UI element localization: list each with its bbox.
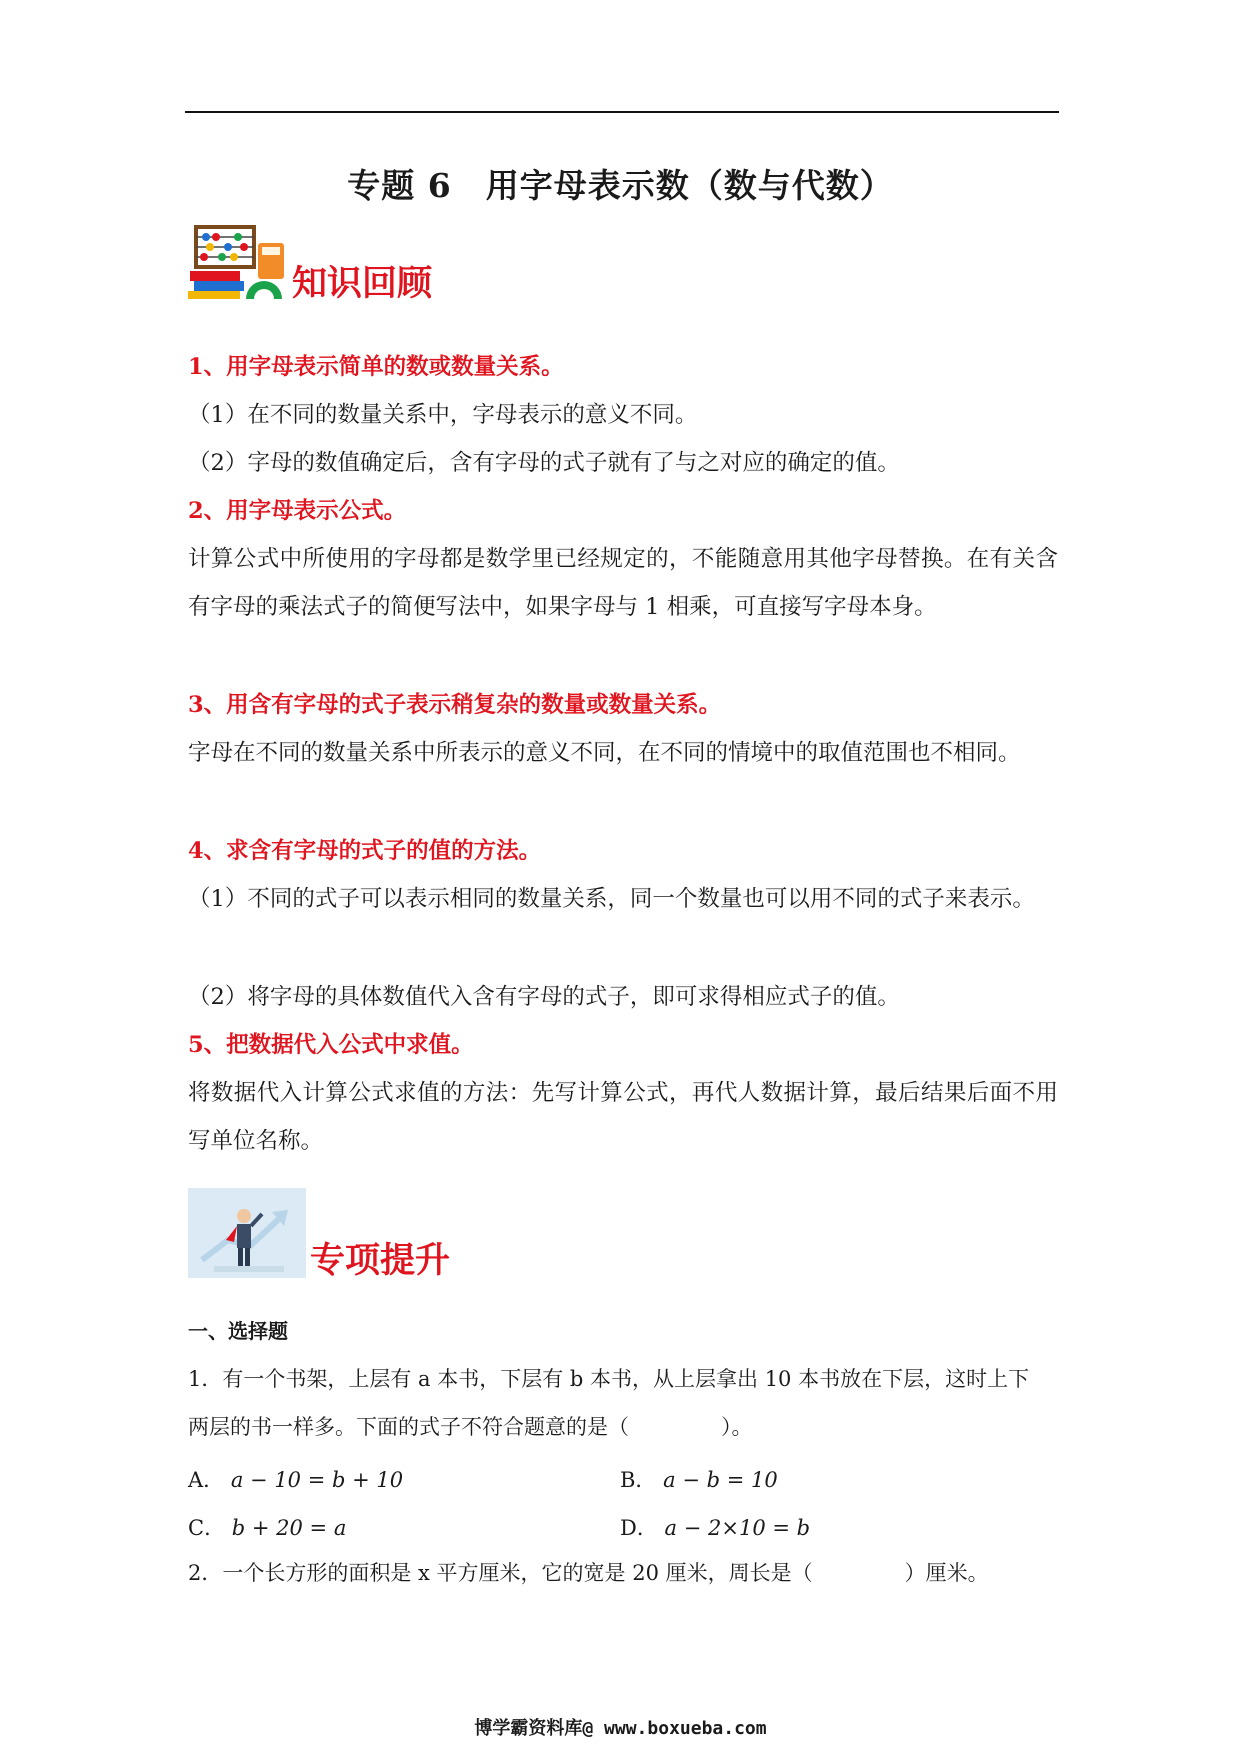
knowledge-item-4-line-1: （1）不同的式子可以表示相同的数量关系，同一个数量也可以用不同的式子来表示。: [188, 886, 1035, 912]
top-rule: [185, 111, 1059, 113]
option-a-letter: A．: [188, 1468, 225, 1492]
knowledge-item-2-head: 2、用字母表示公式。: [188, 498, 407, 524]
option-d-letter: D．: [620, 1516, 658, 1540]
question-1-line-2: [188, 1403, 1058, 1451]
option-c-expr: b + 20 = a: [231, 1516, 347, 1540]
option-b-letter: B．: [620, 1468, 657, 1492]
option-d: [620, 1512, 810, 1542]
option-a: [188, 1464, 403, 1494]
practice-heading-label: 专项提升: [310, 1240, 451, 1281]
section-choice-title: 一、选择题: [188, 1319, 288, 1343]
knowledge-item-5-head: 5、把数据代入公式中求值。: [188, 1032, 474, 1058]
option-b: [620, 1464, 778, 1494]
knowledge-item-1-head: 1、用字母表示简单的数或数量关系。: [188, 354, 564, 380]
knowledge-heading: [188, 213, 433, 304]
knowledge-item-4-line-2: （2）将字母的具体数值代入含有字母的式子，即可求得相应式子的值。: [188, 984, 900, 1010]
practice-heading: [188, 1188, 451, 1281]
question-1-line-1: 1．有一个书架，上层有 a 本书，下层有 b 本书，从上层拿出 10 本书放在下层，这时上下: [188, 1367, 1030, 1391]
question-2-close: ）厘米。: [904, 1561, 989, 1585]
option-c-letter: C．: [188, 1516, 226, 1540]
option-d-expr: a − 2×10 = b: [664, 1516, 811, 1540]
abacus-books-icon: [188, 213, 288, 301]
knowledge-item-5-line-1: 将数据代入计算公式求值的方法：先写计算公式，再代人数据计算，最后结果后面不用写单位名称。: [188, 1080, 1058, 1154]
knowledge-item-3-line-1: 字母在不同的数量关系中所表示的意义不同，在不同的情境中的取值范围也不相同。: [188, 740, 1021, 766]
question-2: [188, 1549, 1058, 1597]
option-b-expr: a − b = 10: [663, 1468, 778, 1492]
knowledge-item-2-line-1: 计算公式中所使用的字母都是数学里已经规定的，不能随意用其他字母替换。在有关含有字母的乘法式子的简便写法中，如果字母与 1 相乘，可直接写字母本身。: [188, 546, 1058, 620]
question-2-text: 2．一个长方形的面积是 x 平方厘米，它的宽是 20 厘米，周长是（: [188, 1561, 813, 1585]
knowledge-heading-label: 知识回顾: [292, 263, 433, 304]
knowledge-item-1-line-2: （2）字母的数值确定后，含有字母的式子就有了与之对应的确定的值。: [188, 450, 900, 476]
page-title: 专题 6 用字母表示数（数与代数）: [347, 166, 894, 205]
footer-watermark: 博学霸资料库@ www.boxueba.com: [474, 1718, 767, 1739]
knowledge-item-4-head: 4、求含有字母的式子的值的方法。: [188, 838, 542, 864]
knowledge-item-1-line-1: （1）在不同的数量关系中，字母表示的意义不同。: [188, 402, 698, 428]
knowledge-item-3-head: 3、用含有字母的式子表示稍复杂的数量或数量关系。: [188, 692, 722, 718]
option-a-expr: a − 10 = b + 10: [230, 1468, 404, 1492]
option-c: [188, 1512, 346, 1542]
question-1-text: 两层的书一样多。下面的式子不符合题意的是（: [188, 1415, 629, 1439]
growth-arrow-icon: [188, 1188, 306, 1278]
question-1-close: ）。: [721, 1415, 753, 1439]
